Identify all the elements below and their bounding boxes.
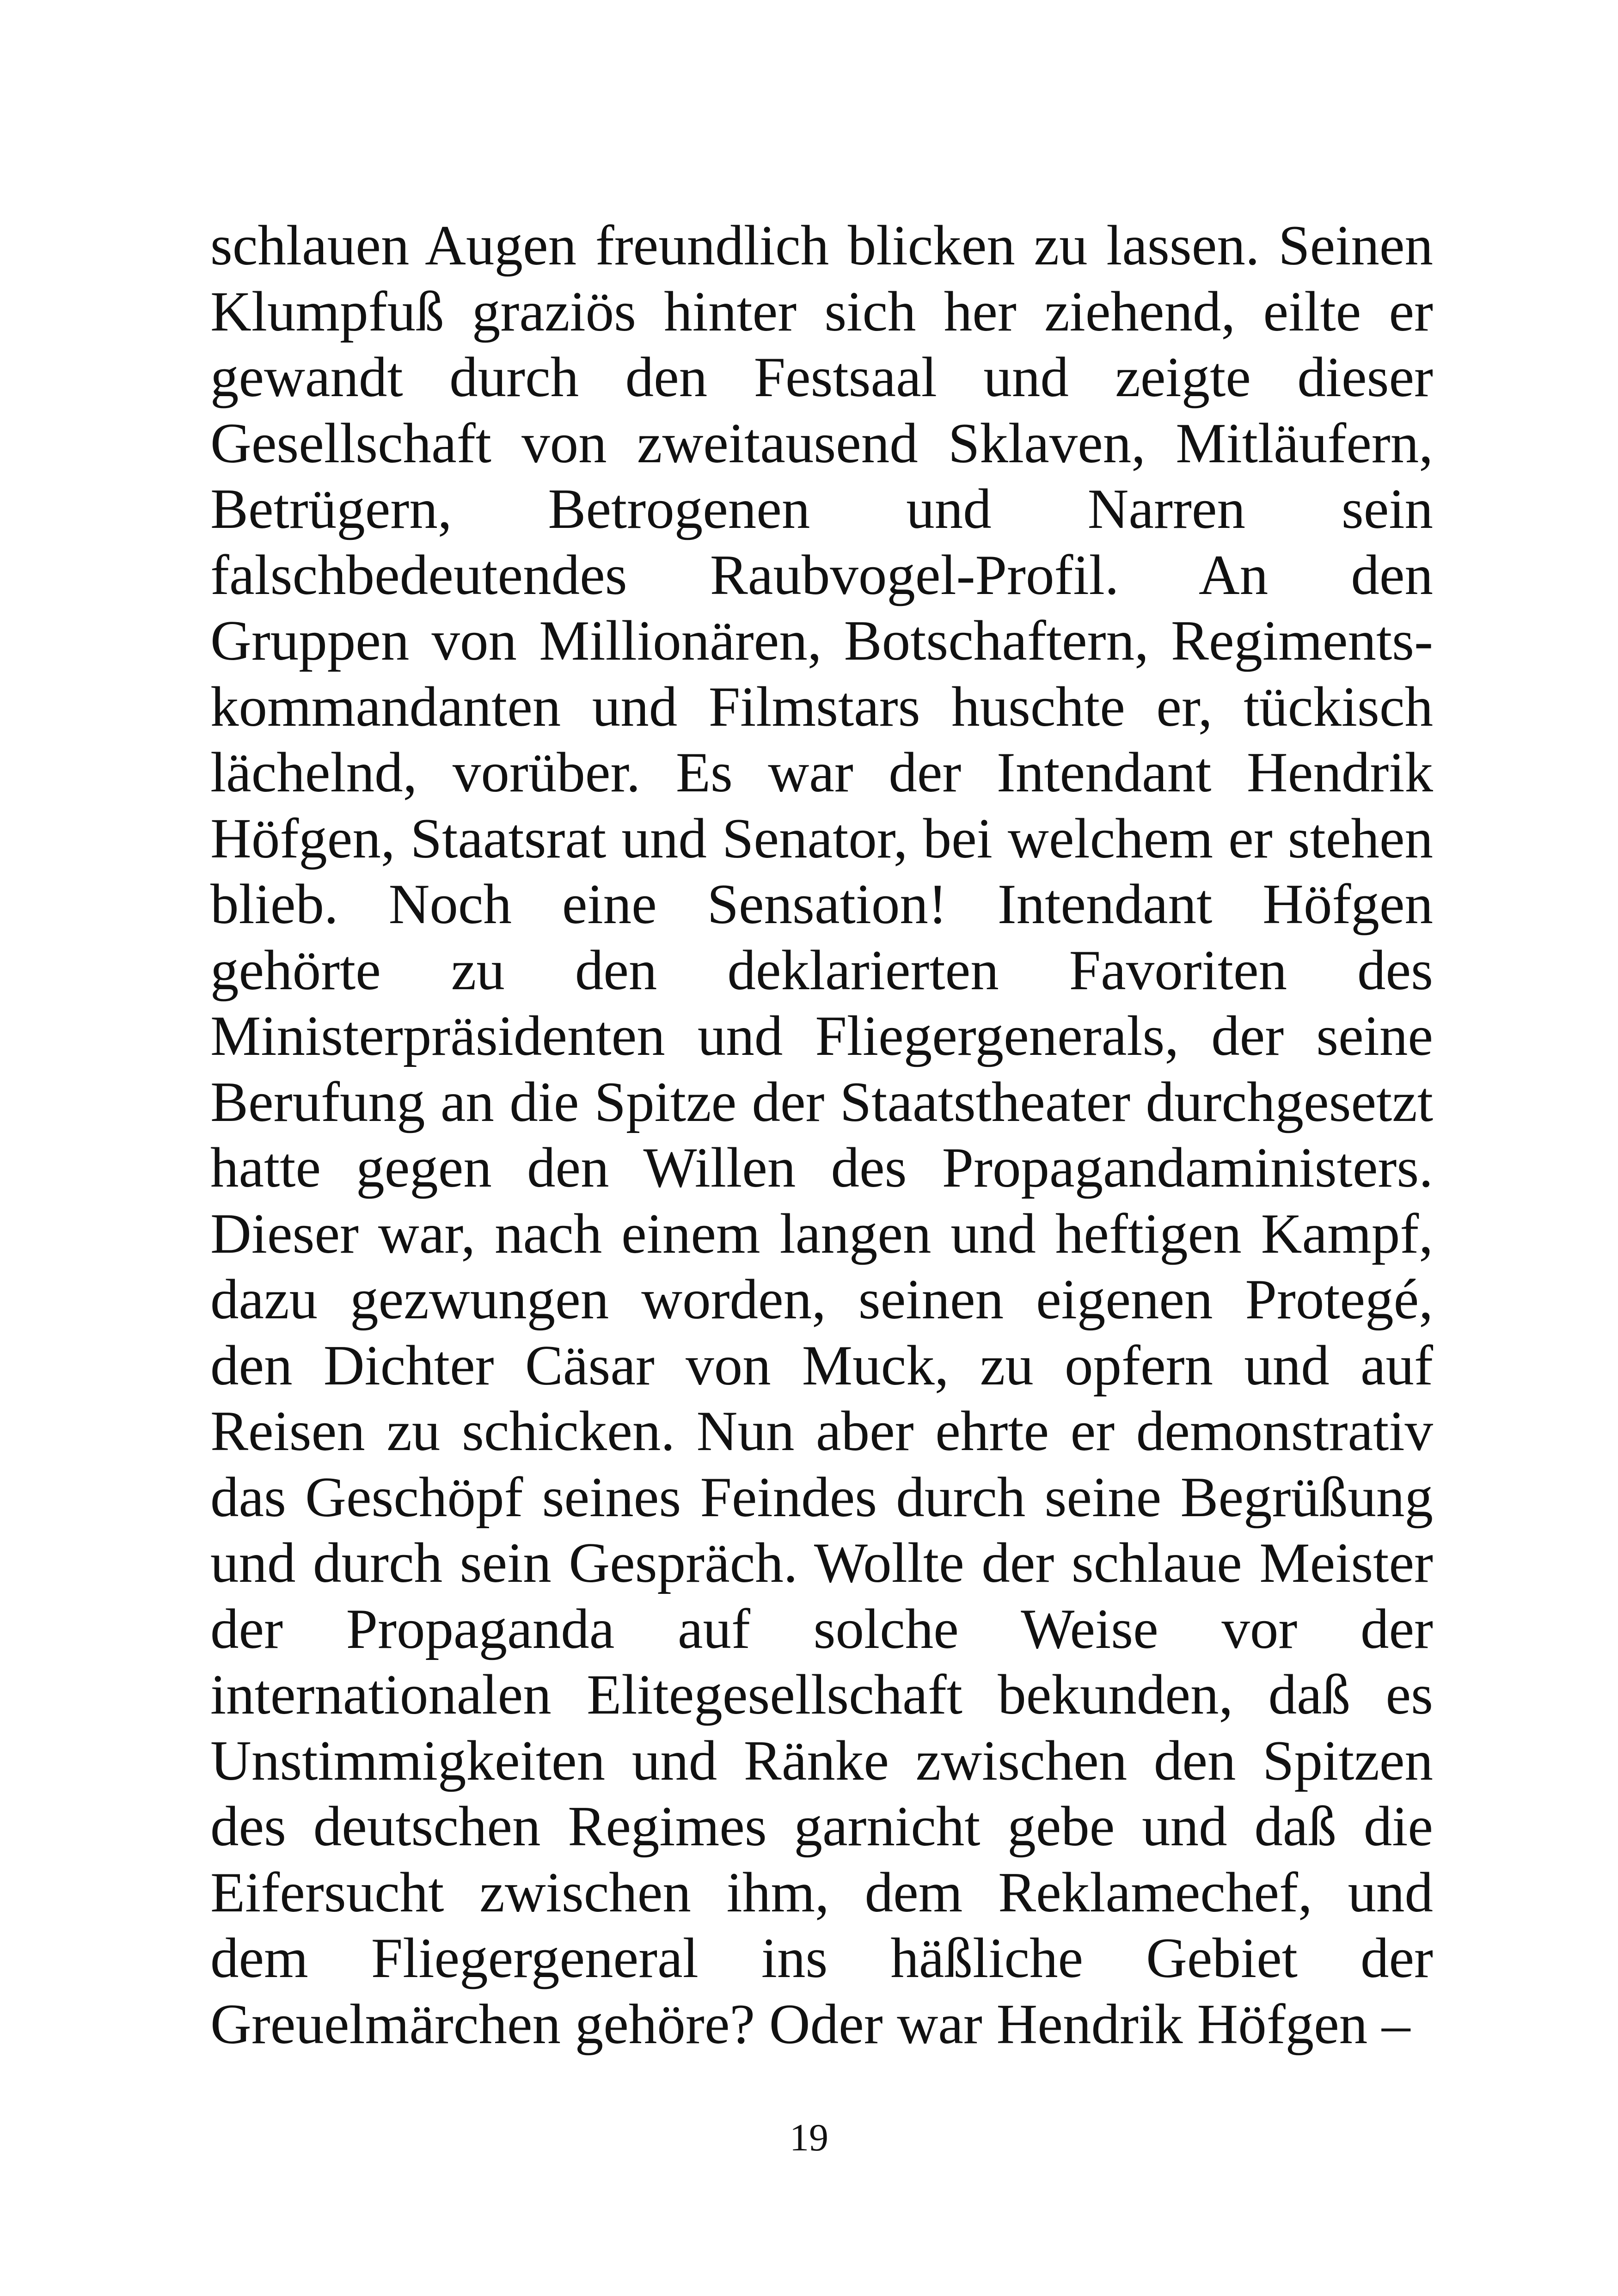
text-line: blieb. Noch eine Sensation! Intendant Höfgen bbox=[210, 872, 1433, 936]
text-line: Höfgen, Staatsrat und Senator, bei welchem er stehen bbox=[210, 806, 1433, 870]
text-line: Betrügern, Betrogenen und Narren sein bbox=[210, 477, 1433, 540]
text-line: Greuelmärchen gehöre? Oder war Hendrik Höfgen – bbox=[210, 1992, 1410, 2056]
text-line: dem Fliegergeneral ins häßliche Gebiet der bbox=[210, 1926, 1433, 1990]
text-line: kommandanten und Filmstars huschte er, tückisch bbox=[210, 674, 1433, 738]
text-line: den Dichter Cäsar von Muck, zu opfern und auf bbox=[210, 1333, 1433, 1397]
text-line: Klumpfuß graziös hinter sich her ziehend, eilte er bbox=[210, 279, 1433, 343]
text-line: und durch sein Gespräch. Wollte der schlaue Meister bbox=[210, 1531, 1433, 1594]
text-line: der Propaganda auf solche Weise vor der bbox=[210, 1597, 1433, 1660]
text-line: hatte gegen den Willen des Propagandaministers. bbox=[210, 1136, 1433, 1199]
text-line: Berufung an die Spitze der Staatstheater durchgesetzt bbox=[210, 1070, 1433, 1133]
text-line: Ministerpräsidenten und Fliegergenerals, der seine bbox=[210, 1004, 1433, 1067]
page-number: 19 bbox=[790, 2116, 828, 2159]
text-line: dazu gezwungen worden, seinen eigenen Protegé, bbox=[210, 1267, 1433, 1331]
text-line: Eifersucht zwischen ihm, dem Reklamechef, und bbox=[210, 1860, 1433, 1924]
text-line: lächelnd, vorüber. Es war der Intendant Hendrik bbox=[210, 741, 1433, 804]
text-line: gehörte zu den deklarierten Favoriten des bbox=[210, 938, 1433, 1002]
text-line: Unstimmigkeiten und Ränke zwischen den Spitzen bbox=[210, 1728, 1433, 1792]
body-text bbox=[210, 213, 1433, 2057]
text-line: das Geschöpf seines Feindes durch seine Begrüßung bbox=[210, 1465, 1433, 1529]
text-line: Reisen zu schicken. Nun aber ehrte er demonstrativ bbox=[210, 1399, 1433, 1463]
text-line: schlauen Augen freundlich blicken zu lassen. Seinen bbox=[210, 214, 1433, 277]
text-line: des deutschen Regimes garnicht gebe und daß die bbox=[210, 1794, 1433, 1858]
text-line: Gesellschaft von zweitausend Sklaven, Mitläufern, bbox=[210, 411, 1433, 475]
text-line: Dieser war, nach einem langen und heftigen Kampf, bbox=[210, 1201, 1433, 1265]
text-line: Gruppen von Millionären, Botschaftern, Regiments- bbox=[210, 609, 1433, 672]
text-line: gewandt durch den Festsaal und zeigte dieser bbox=[210, 345, 1433, 409]
text-line: internationalen Elitegesellschaft bekunden, daß es bbox=[210, 1663, 1433, 1726]
text-line: falschbedeutendes Raubvogel-Profil. An den bbox=[210, 543, 1433, 606]
